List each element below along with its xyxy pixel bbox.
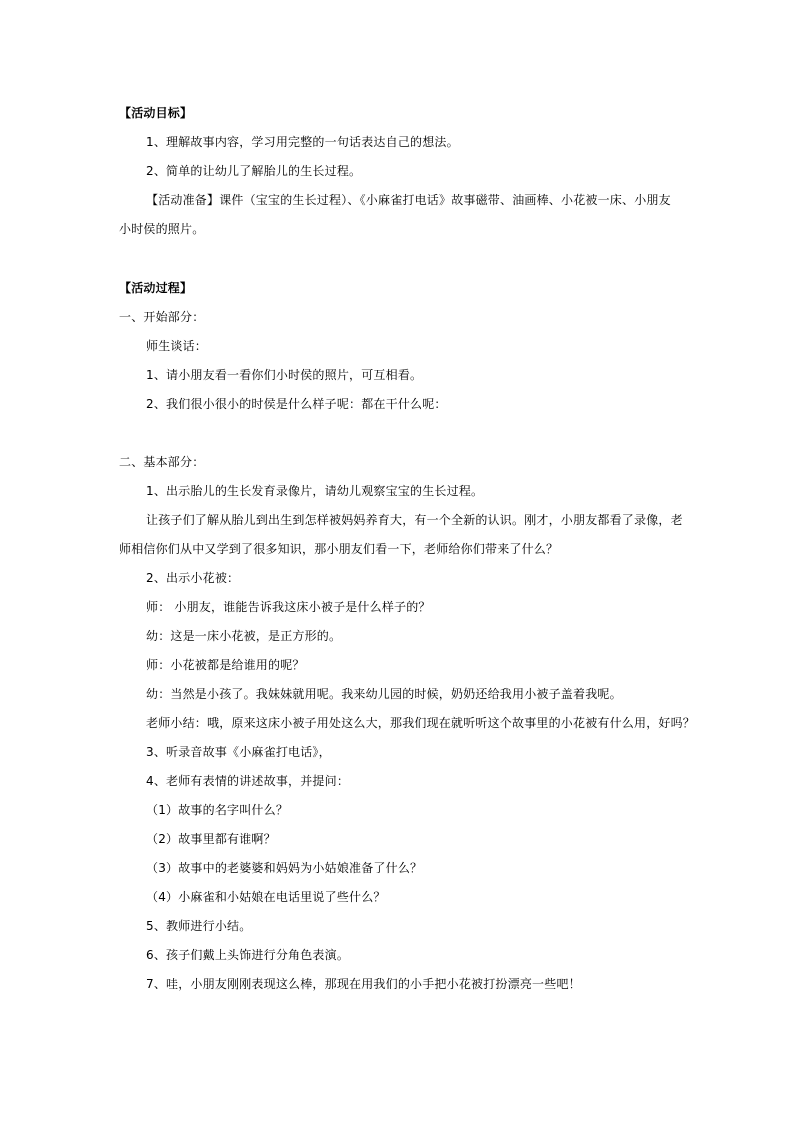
dialog-line-4: 幼：当然是小孩了。我妹妹就用呢。我来幼儿园的时候，奶奶还给我用小被子盖着我呢。 (146, 687, 622, 701)
question-3: （3）故事中的老婆婆和妈妈为小姑娘准备了什么？ (146, 861, 423, 875)
teacher-summary: 老师小结：哦，原来这床小被子用处这么大，那我们现在就听听这个故事里的小花被有什么用，好吗？ (146, 716, 696, 730)
question-2: （2）故事里都有谁啊？ (146, 832, 276, 846)
goals-heading: 【活动目标】 (119, 106, 193, 120)
basic-item-4: 4、老师有表情的讲述故事，并提问： (146, 774, 350, 788)
section-basic-title: 二、基本部分： (119, 455, 205, 469)
basic-item-3: 3、听录音故事《小麻雀打电话》， (146, 745, 331, 759)
basic-item-7: 7、哇，小朋友刚刚表现这么棒，那现在用我们的小手把小花被打扮漂亮一些吧！ (146, 977, 581, 991)
basic-item-5: 5、教师进行小结。 (146, 919, 252, 933)
teacher-talk-label: 师生谈话： (146, 339, 208, 353)
basic-paragraph-line-2: 师相信你们从中又学到了很多知识，那小朋友们看一下，老师给你们带来了什么？ (119, 542, 559, 556)
preparation-line-2: 小时侯的照片。 (119, 222, 205, 236)
section-start-title: 一、开始部分： (119, 310, 205, 324)
question-1: （1）故事的名字叫什么？ (146, 803, 289, 817)
dialog-line-3: 师：小花被都是给谁用的呢？ (146, 658, 305, 672)
preparation-line-1: 【活动准备】课件（宝宝的生长过程）、《小麻雀打电话》故事磁带、油画棒、小花被一床、小朋友 (146, 193, 671, 207)
dialog-line-1: 师： 小朋友，谁能告诉我这床小被子是什么样子的？ (146, 600, 431, 614)
goal-item-2: 2、简单的让幼儿了解胎儿的生长过程。 (146, 164, 362, 178)
basic-item-2: 2、出示小花被： (146, 571, 240, 585)
basic-item-1: 1、出示胎儿的生长发育录像片，请幼儿观察宝宝的生长过程。 (146, 484, 484, 498)
goal-item-1: 1、理解故事内容，学习用完整的一句话表达自己的想法。 (146, 135, 459, 149)
start-item-1: 1、请小朋友看一看你们小时侯的照片，可互相看。 (146, 368, 423, 382)
question-4: （4）小麻雀和小姑娘在电话里说了些什么？ (146, 890, 386, 904)
basic-paragraph-line-1: 让孩子们了解从胎儿到出生到怎样被妈妈养育大，有一个全新的认识。刚才，小朋友都看了录像，老 (146, 513, 683, 527)
basic-item-6: 6、孩子们戴上头饰进行分角色表演。 (146, 948, 350, 962)
process-heading: 【活动过程】 (119, 281, 193, 295)
start-item-2: 2、我们很小很小的时侯是什么样子呢：都在干什么呢： (146, 397, 447, 411)
dialog-line-2: 幼：这是一床小花被，是正方形的。 (146, 629, 342, 643)
